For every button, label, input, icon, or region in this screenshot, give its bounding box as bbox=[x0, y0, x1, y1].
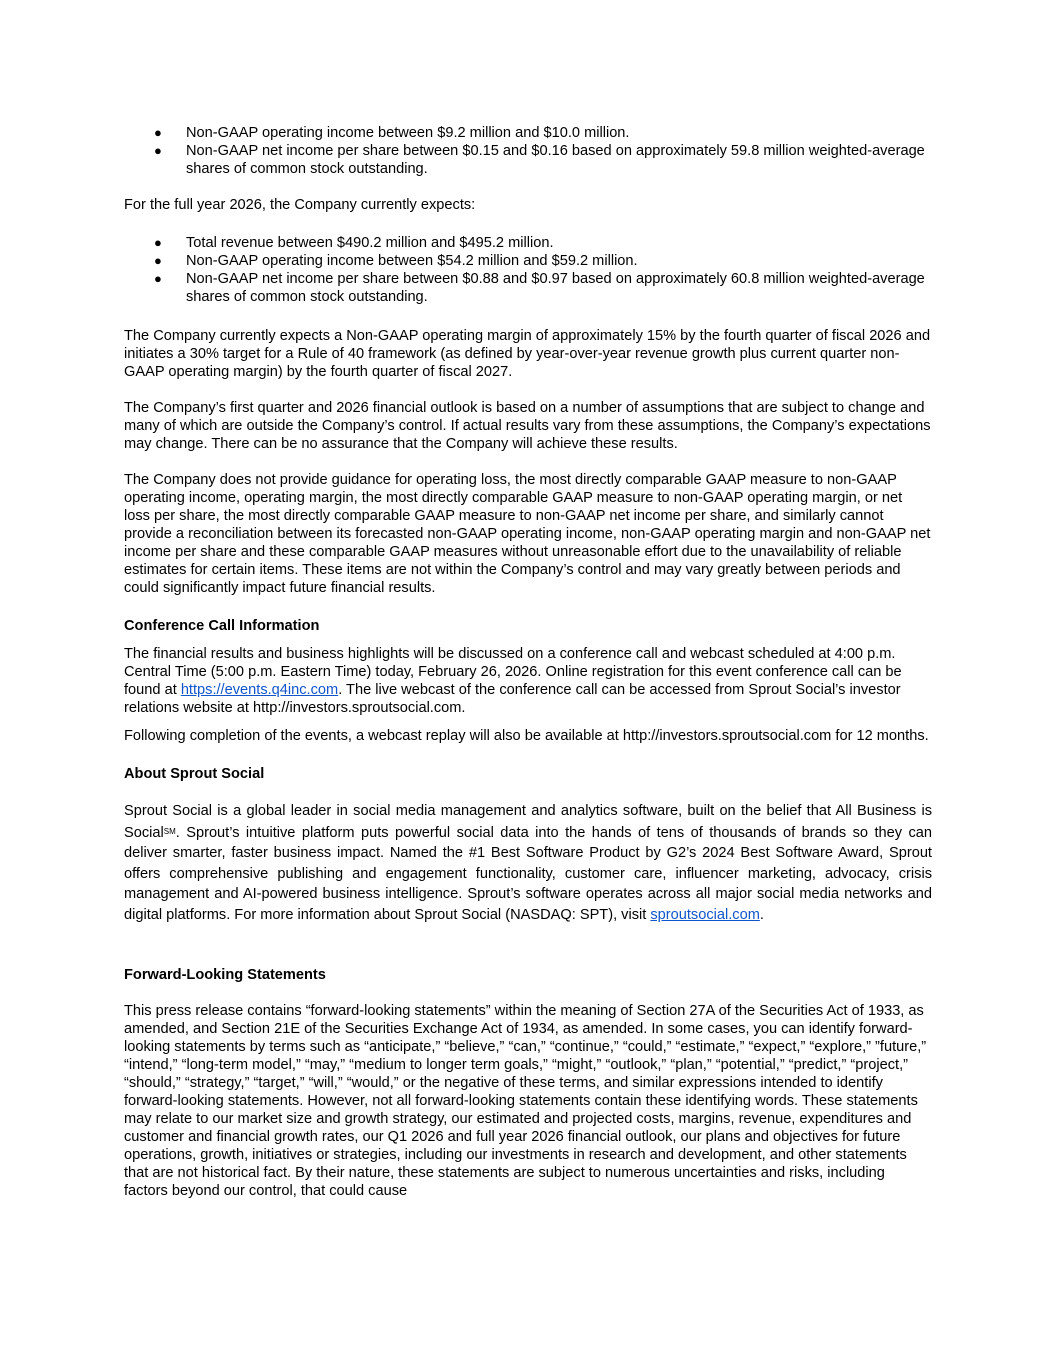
replay-paragraph: Following completion of the events, a webcast replay will also be available at http://investors.sproutsocial.com for 12 months. bbox=[124, 728, 929, 744]
q1-outlook-list bbox=[124, 124, 932, 178]
about-paragraph: Sprout Social is a global leader in social media management and analytics software, built on the belief that All Business is Social℠. Sprout’s intuitive platform puts powerful social data into the hands of tens of thousands of brands so they can deliver smarter, faster business impact. Named the #1 Best Software Product by G2’s 2024 Best Software Award, Sprout offers comprehensive publishing and engagement functionality, customer care, influencer marketing, advocacy, crisis management and AI-powered business intelligence. Sprout’s software operates across all major social media networks and digital platforms. For more information about Sprout Social (NASDAQ: SPT), visit sproutsocial.com. bbox=[124, 803, 932, 923]
fls-heading: Forward-Looking Statements bbox=[124, 966, 326, 983]
list-item: ● Total revenue between $490.2 million and $495.2 million. bbox=[154, 235, 554, 251]
service-mark: SM bbox=[163, 826, 176, 836]
sproutsocial-link[interactable]: sproutsocial.com bbox=[650, 906, 760, 923]
bullet-icon: ● bbox=[154, 125, 162, 140]
bullet-icon: ● bbox=[154, 143, 162, 158]
registration-link[interactable]: https://events.q4inc.com bbox=[180, 682, 339, 698]
bullet-icon: ● bbox=[154, 235, 162, 250]
margin-paragraph: The Company currently expects a Non-GAAP operating margin of approximately 15% by the fourth quarter of fiscal 2026 and initiates a 30% target for a Rule of 40 framework (as defined by year-over-year revenue growth plus current quarter non-GAAP operating margin) by the fourth quarter of fiscal 2027. bbox=[124, 328, 931, 380]
conference-paragraph: The financial results and business highlights will be discussed on a conference call and webcast scheduled at 4:00 p.m. Central Time (5:00 p.m. Eastern Time) today, February 26, 2026. Online registration for this event conference call can be found at https://events.q4inc.com. The live webcast of the conference call can be accessed from Sprout Social’s investor relations website at http://investors.sproutsocial.com. bbox=[124, 646, 902, 716]
list-item: ● Non-GAAP operating income between $54.2 million and $59.2 million. bbox=[154, 253, 638, 269]
assumptions-paragraph: The Company’s first quarter and 2026 financial outlook is based on a number of assumptions that are subject to change and many of which are outside the Company’s control. If actual results vary from these assumptions, the Company’s expectations may change. There can be no assurance that the Company will achieve these results. bbox=[124, 400, 931, 452]
list-item: ● Non-GAAP net income per share between $0.15 and $0.16 based on approximately 59.8 million weighted-average shares of common stock outstanding. bbox=[154, 143, 925, 177]
document-page bbox=[124, 124, 932, 1200]
list-item: ● Non-GAAP net income per share between $0.88 and $0.97 based on approximately 60.8 million weighted-average shares of common stock outstanding. bbox=[154, 271, 925, 305]
list-item: ● Non-GAAP operating income between $9.2 million and $10.0 million. bbox=[154, 125, 630, 141]
guidance-paragraph: The Company does not provide guidance for operating loss, the most directly comparable GAAP measure to non-GAAP operating income, operating margin, the most directly comparable GAAP measure to non-GAAP operating margin, or net loss per share, the most directly comparable GAAP measure to non-GAAP net income per share, and similarly cannot provide a reconciliation between its forecasted non-GAAP operating income, non-GAAP operating margin and non-GAAP net income per share and these comparable GAAP measures without unreasonable effort due to the unavailability of reliable estimates for certain items. These items are not within the Company’s control and may vary greatly between periods and could significantly impact future financial results. bbox=[124, 472, 931, 596]
about-heading: About Sprout Social bbox=[124, 766, 265, 782]
conference-heading: Conference Call Information bbox=[124, 618, 320, 634]
bullet-icon: ● bbox=[154, 253, 162, 268]
bullet-icon: ● bbox=[154, 271, 162, 286]
fy-intro: For the full year 2026, the Company currently expects: bbox=[124, 197, 476, 213]
fy-outlook-list bbox=[124, 234, 932, 306]
fls-paragraph: This press release contains “forward-looking statements” within the meaning of Section 27A of the Securities Act of 1933, as amended, and Section 21E of the Securities Exchange Act of 1934, as amended. In some cases, you can identify forward-looking statements by terms such as “anticipate,” “believe,” “can,” “continue,” “could,” “estimate,” “expect,” “explore,” ”future,” “intend,” “long-term model,” “may,” “medium to longer term goals,” “might,” “outlook,” “plan,” “potential,” “predict,” “project,” “should,” “strategy,” “target,” “will,” “would,” or the negative of these terms, and similar expressions intended to identify forward-looking statements. However, not all forward-looking statements contain these identifying words. These statements may relate to our market size and growth strategy, our estimated and projected costs, margins, revenue, expenditures and customer and financial growth rates, our Q1 2026 and full year 2026 financial outlook, our plans and objectives for future operations, growth, initiatives or strategies, including our investments in research and development, and other statements that are not historical fact. By their nature, these statements are subject to numerous uncertainties and risks, including factors beyond our control, that could cause bbox=[124, 1002, 927, 1199]
